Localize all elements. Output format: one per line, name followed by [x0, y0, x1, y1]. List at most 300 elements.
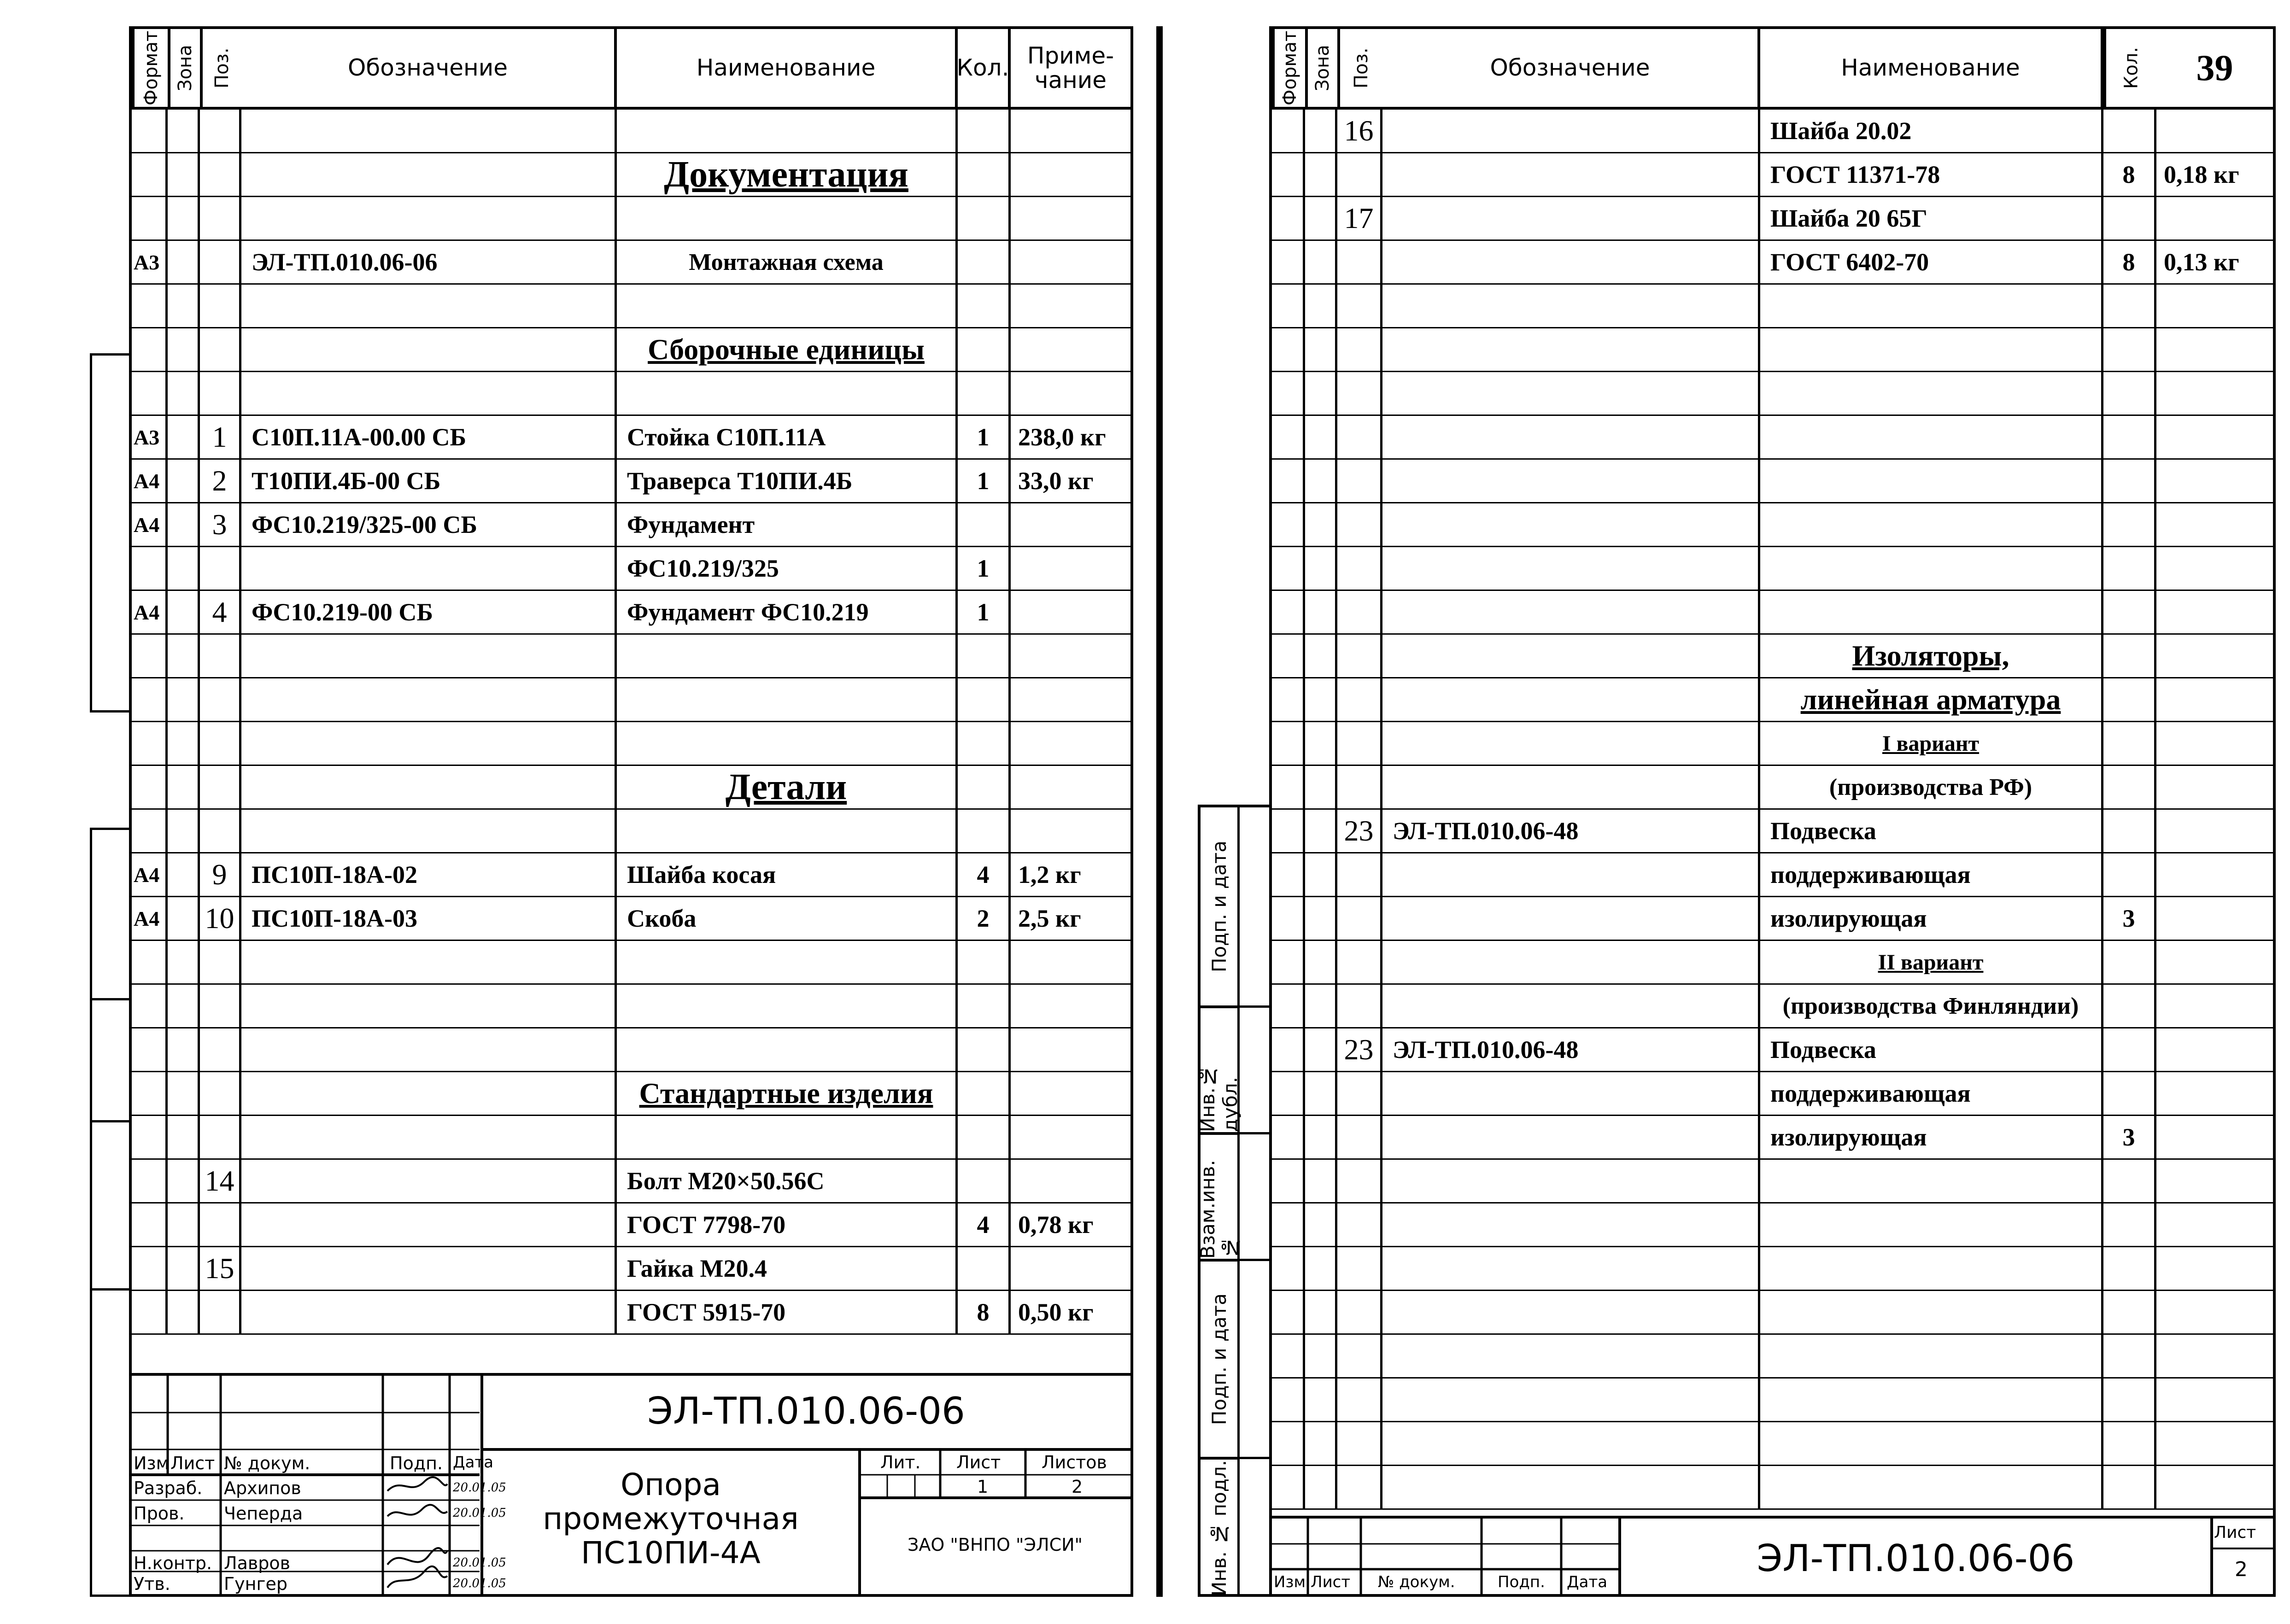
cell-note [1011, 635, 1130, 677]
cell-zone [168, 153, 200, 196]
cell-pos [200, 1072, 241, 1115]
cell-zone [1305, 678, 1337, 721]
cell-name: II вариант [1760, 941, 2103, 983]
cell-pos [200, 1028, 241, 1071]
cell-note: 1,2 кг [1018, 861, 1081, 888]
cell-format: А3 [132, 416, 168, 458]
cell-name: Шайба 20.02 [1760, 110, 2103, 152]
cell-zone [168, 1028, 200, 1071]
cell-designation [1382, 591, 1760, 633]
cell-note [2156, 897, 2273, 940]
cell-qty [2103, 1203, 2156, 1246]
cell-qty [958, 372, 1011, 415]
value-listov: 2 [1072, 1477, 1083, 1497]
cell-name [617, 110, 958, 152]
cell-format: А3 [132, 241, 168, 283]
cell-format [1272, 591, 1305, 633]
cell-pos [1337, 547, 1382, 590]
cell-designation [1382, 1203, 1760, 1246]
cell-name: Фундамент [617, 503, 958, 546]
cell-designation [1382, 722, 1760, 765]
cell-note: 33,0 кг [1018, 467, 1094, 495]
cell-pos [1337, 1466, 1382, 1508]
cell-designation [1382, 1335, 1760, 1377]
doc-title-line3: ПС10ПИ-4А [581, 1535, 761, 1571]
cell-note [1011, 1072, 1130, 1115]
cell-pos [1337, 1335, 1382, 1377]
cell-designation [241, 1072, 617, 1115]
cell-qty [2103, 1379, 2156, 1421]
cell-format [132, 197, 168, 240]
table-row [1272, 810, 2273, 853]
cell-zone [168, 853, 200, 896]
cell-qty [2103, 197, 2156, 240]
cell-name [1760, 328, 2103, 371]
cell-designation: С10П.11А-00.00 СБ [241, 416, 617, 458]
table-row [132, 897, 1130, 941]
name-utv: Гунгер [224, 1574, 287, 1594]
cell-pos: 14 [200, 1160, 241, 1202]
cell-name [1760, 416, 2103, 458]
header-note-line1: Приме- [1027, 42, 1114, 69]
table-row [132, 591, 1130, 635]
cell-designation [1382, 897, 1760, 940]
header-format: Формат [132, 29, 168, 107]
cell-designation [241, 372, 617, 415]
value-list-r: 2 [2235, 1558, 2248, 1581]
col-ndoc-r: № докум. [1378, 1573, 1455, 1591]
stamp-vzam-inv: Взам.инв. № [1201, 1132, 1237, 1259]
cell-qty: 1 [958, 416, 1011, 458]
cell-designation [241, 1247, 617, 1290]
cell-zone [168, 1247, 200, 1290]
cell-designation [241, 285, 617, 327]
date-nkontr: 20.01.05 [453, 1556, 506, 1570]
cell-zone [1305, 1379, 1337, 1421]
table-row [1272, 503, 2273, 547]
cell-zone [1305, 1466, 1337, 1508]
cell-qty: 8 [2103, 153, 2156, 196]
cell-zone [1305, 503, 1337, 546]
cell-zone [1305, 285, 1337, 327]
cell-pos: 10 [200, 897, 241, 940]
table-row [1272, 197, 2273, 241]
cell-designation [241, 1160, 617, 1202]
table-row [132, 503, 1130, 547]
cell-format [1272, 635, 1305, 677]
doc-title [482, 1468, 860, 1570]
table-row [1272, 635, 2273, 678]
cell-zone [168, 635, 200, 677]
cell-pos [200, 241, 241, 283]
cell-zone [1305, 153, 1337, 196]
cell-designation: ЭЛ-ТП.010.06-48 [1382, 1028, 1760, 1071]
cell-note: 0,13 кг [2164, 248, 2239, 276]
cell-note [2156, 1028, 2273, 1071]
cell-name: Подвеска [1760, 1028, 2103, 1071]
stamp-inv-podl: Инв. № подл. [1201, 1457, 1237, 1597]
cell-zone [1305, 897, 1337, 940]
title-block [132, 1373, 1130, 1594]
cell-qty [2103, 328, 2156, 371]
cell-designation [1382, 197, 1760, 240]
header-designation-r: Обозначение [1382, 29, 1760, 107]
cell-name [1760, 1291, 2103, 1333]
cell-format: А4 [132, 460, 168, 502]
cell-note [1011, 153, 1130, 196]
cell-pos [1337, 853, 1382, 896]
cell-format [132, 810, 168, 852]
cell-format [132, 1247, 168, 1290]
cell-pos [200, 197, 241, 240]
cell-note [2156, 547, 2273, 590]
cell-format [1272, 1116, 1305, 1158]
cell-note [2156, 635, 2273, 677]
right-title-block [1272, 1516, 2273, 1594]
table-row [1272, 1028, 2273, 1072]
cell-name: Стойка С10П.11А [617, 416, 958, 458]
cell-zone [168, 897, 200, 940]
cell-designation: ФС10.219-00 СБ [241, 591, 617, 633]
cell-note [2156, 1422, 2273, 1465]
cell-name [1760, 1422, 2103, 1465]
cell-qty [2103, 722, 2156, 765]
cell-qty [2103, 591, 2156, 633]
cell-designation [1382, 153, 1760, 196]
cell-format [1272, 810, 1305, 852]
cell-name [1760, 503, 2103, 546]
signatures [383, 1472, 452, 1592]
date-razrab: 20.01.05 [453, 1481, 506, 1495]
cell-qty [958, 810, 1011, 852]
cell-qty [2103, 766, 2156, 808]
cell-designation [241, 547, 617, 590]
cell-zone [168, 460, 200, 502]
table-row [1272, 985, 2273, 1028]
cell-pos [200, 678, 241, 721]
cell-note [1011, 1116, 1130, 1158]
cell-zone [168, 372, 200, 415]
cell-name [1760, 1466, 2103, 1508]
cell-designation [241, 110, 617, 152]
col-izm-r: Изм. [1274, 1573, 1311, 1591]
cell-name: Изоляторы, [1760, 635, 2103, 677]
cell-note [1011, 1247, 1130, 1290]
cell-name: Документация [617, 153, 958, 196]
cell-name [1760, 1379, 2103, 1421]
right-rows [1272, 110, 2273, 1510]
cell-note [2156, 197, 2273, 240]
cell-name [617, 197, 958, 240]
cell-format [1272, 722, 1305, 765]
name-prov: Чеперда [224, 1503, 303, 1524]
cell-zone [1305, 1072, 1337, 1115]
cell-note [1011, 285, 1130, 327]
table-row [1272, 591, 2273, 635]
cell-note [2156, 1291, 2273, 1333]
cell-name [617, 678, 958, 721]
cell-designation [1382, 547, 1760, 590]
cell-format [132, 985, 168, 1027]
header-designation: Обозначение [241, 29, 617, 107]
cell-qty [958, 635, 1011, 677]
cell-name: Болт М20×50.56С [617, 1160, 958, 1202]
cell-format [1272, 1072, 1305, 1115]
header-note-line2: чание [1034, 66, 1107, 93]
cell-zone [168, 1116, 200, 1158]
cell-note [2156, 460, 2273, 502]
cell-name: ГОСТ 11371-78 [1760, 153, 2103, 196]
table-row [1272, 110, 2273, 153]
cell-designation [241, 810, 617, 852]
stamp-inv-dubl: Инв.№ дубл. [1201, 1005, 1237, 1132]
cell-name: ФС10.219/325 [617, 547, 958, 590]
table-row [132, 985, 1130, 1028]
cell-designation [241, 766, 617, 808]
cell-name: ГОСТ 7798-70 [617, 1203, 958, 1246]
cell-format [132, 635, 168, 677]
cell-pos [1337, 678, 1382, 721]
cell-format [1272, 110, 1305, 152]
cell-name: поддерживающая [1760, 853, 2103, 896]
cell-zone [168, 1160, 200, 1202]
cell-qty [2103, 547, 2156, 590]
cell-format [1272, 328, 1305, 371]
cell-pos [200, 153, 241, 196]
cell-qty [2103, 1291, 2156, 1333]
table-row [132, 1028, 1130, 1072]
cell-note [1011, 722, 1130, 765]
cell-note [2156, 328, 2273, 371]
cell-pos [200, 1116, 241, 1158]
cell-name [1760, 591, 2103, 633]
cell-name: поддерживающая [1760, 1072, 2103, 1115]
cell-note [2156, 1072, 2273, 1115]
cell-designation: ПС10П-18А-03 [241, 897, 617, 940]
cell-qty [958, 766, 1011, 808]
cell-zone [168, 985, 200, 1027]
cell-zone [1305, 460, 1337, 502]
cell-format [1272, 285, 1305, 327]
header-name: Наименование [617, 29, 958, 107]
spec-sheet-left [129, 26, 1133, 1597]
cell-pos [1337, 285, 1382, 327]
cell-qty: 1 [958, 460, 1011, 502]
cell-zone [1305, 110, 1337, 152]
cell-designation [1382, 416, 1760, 458]
cell-format [132, 1203, 168, 1246]
cell-zone [1305, 372, 1337, 415]
cell-zone [1305, 766, 1337, 808]
cell-zone [168, 110, 200, 152]
cell-format [1272, 766, 1305, 808]
org-name: ЗАО "ВНПО "ЭЛСИ" [907, 1535, 1083, 1555]
header-pos: Поз. [200, 29, 241, 107]
table-row [132, 766, 1130, 810]
cell-name: Скоба [617, 897, 958, 940]
header-format-r: Формат [1272, 29, 1305, 107]
cell-zone [1305, 1247, 1337, 1290]
cell-note [2156, 853, 2273, 896]
cell-designation [1382, 1247, 1760, 1290]
table-row [132, 328, 1130, 372]
role-nkontr: Н.контр. [134, 1553, 212, 1573]
doc-title-line1: Опора [621, 1467, 721, 1502]
table-row [1272, 328, 2273, 372]
cell-designation [241, 635, 617, 677]
cell-zone [1305, 810, 1337, 852]
col-list: Лист [170, 1453, 215, 1473]
table-row [1272, 1291, 2273, 1335]
cell-qty [2103, 416, 2156, 458]
cell-format [1272, 678, 1305, 721]
table-header [132, 29, 1130, 110]
cell-name: Стандартные изделия [617, 1072, 958, 1115]
cell-zone [168, 766, 200, 808]
cell-pos: 15 [200, 1247, 241, 1290]
cell-format [132, 372, 168, 415]
cell-designation [1382, 678, 1760, 721]
cell-format: А4 [132, 591, 168, 633]
cell-pos [200, 285, 241, 327]
cell-name [617, 1116, 958, 1158]
cell-note [2156, 1203, 2273, 1246]
cell-designation [1382, 1466, 1760, 1508]
cell-pos [1337, 1203, 1382, 1246]
left-side-strip [90, 26, 129, 1597]
cell-designation [1382, 372, 1760, 415]
cell-qty [2103, 1072, 2156, 1115]
table-row [1272, 241, 2273, 285]
table-row [132, 810, 1130, 853]
cell-note [2156, 591, 2273, 633]
cell-format [1272, 197, 1305, 240]
cell-pos [200, 985, 241, 1027]
cell-zone [1305, 1028, 1337, 1071]
col-podp: Подп. [390, 1453, 443, 1473]
cell-pos: 4 [200, 591, 241, 633]
cell-note [1011, 372, 1130, 415]
table-row [1272, 1335, 2273, 1379]
cell-zone [1305, 416, 1337, 458]
cell-pos [1337, 153, 1382, 196]
cell-qty [2103, 635, 2156, 677]
cell-note: 238,0 кг [1018, 423, 1106, 451]
cell-qty [958, 1116, 1011, 1158]
cell-format [1272, 547, 1305, 590]
cell-zone [1305, 1203, 1337, 1246]
table-row [132, 547, 1130, 591]
cell-qty [2103, 1160, 2156, 1202]
cell-qty [2103, 678, 2156, 721]
cell-pos [200, 547, 241, 590]
cell-zone [1305, 1116, 1337, 1158]
cell-format [132, 547, 168, 590]
cell-format [132, 328, 168, 371]
col-list-r: Лист [1311, 1573, 1351, 1591]
cell-format [132, 766, 168, 808]
cell-designation: ФС10.219/325-00 СБ [241, 503, 617, 546]
cell-format [132, 678, 168, 721]
cell-name: Детали [617, 766, 958, 808]
col-data-r: Дата [1567, 1573, 1608, 1591]
cell-format [1272, 1247, 1305, 1290]
cell-note [2156, 285, 2273, 327]
cell-zone [1305, 591, 1337, 633]
cell-designation [241, 1116, 617, 1158]
cell-designation: ЭЛ-ТП.010.06-06 [241, 241, 617, 283]
cell-pos [200, 1291, 241, 1333]
table-row [1272, 941, 2273, 985]
cell-note [2156, 941, 2273, 983]
cell-note [1011, 1160, 1130, 1202]
cell-note: 0,50 кг [1018, 1298, 1094, 1326]
cell-note [1011, 110, 1130, 152]
cell-name [1760, 1335, 2103, 1377]
cell-name [1760, 1247, 2103, 1290]
cell-designation [241, 153, 617, 196]
cell-format [1272, 985, 1305, 1027]
cell-name: линейная арматура [1760, 678, 2103, 721]
cell-pos [1337, 1291, 1382, 1333]
table-row [132, 1160, 1130, 1203]
table-row [132, 1116, 1130, 1160]
cell-qty [2103, 1247, 2156, 1290]
table-row [132, 416, 1130, 460]
cell-qty: 2 [958, 897, 1011, 940]
cell-format [132, 1160, 168, 1202]
table-row [132, 722, 1130, 766]
cell-zone [168, 1291, 200, 1333]
cell-note: 0,78 кг [1018, 1211, 1094, 1238]
cell-name [617, 635, 958, 677]
cell-qty [958, 197, 1011, 240]
cell-zone [168, 547, 200, 590]
cell-qty: 1 [958, 591, 1011, 633]
cell-format [1272, 1422, 1305, 1465]
role-razrab: Разраб. [134, 1478, 203, 1498]
cell-designation [241, 197, 617, 240]
table-row [1272, 1466, 2273, 1510]
spec-sheet-right [1269, 26, 2276, 1597]
cell-note [2156, 678, 2273, 721]
cell-format [132, 1072, 168, 1115]
cell-format [1272, 1203, 1305, 1246]
cell-note [1011, 241, 1130, 283]
cell-name: Траверса Т10ПИ.4Б [617, 460, 958, 502]
cell-note [1011, 941, 1130, 983]
cell-qty [958, 1028, 1011, 1071]
cell-designation [1382, 766, 1760, 808]
cell-format [1272, 1379, 1305, 1421]
cell-pos: 2 [200, 460, 241, 502]
cell-zone [1305, 985, 1337, 1027]
cell-zone [1305, 197, 1337, 240]
cell-qty [958, 328, 1011, 371]
cell-designation [241, 1203, 617, 1246]
cell-format [1272, 1291, 1305, 1333]
cell-zone [168, 941, 200, 983]
cell-pos [1337, 1247, 1382, 1290]
table-row [132, 460, 1130, 503]
label-listov: Листов [1042, 1452, 1107, 1472]
cell-pos [200, 635, 241, 677]
table-row [1272, 678, 2273, 722]
cell-note [2156, 1116, 2273, 1158]
cell-qty [2103, 985, 2156, 1027]
cell-name: Монтажная схема [617, 241, 958, 283]
table-row [1272, 372, 2273, 416]
